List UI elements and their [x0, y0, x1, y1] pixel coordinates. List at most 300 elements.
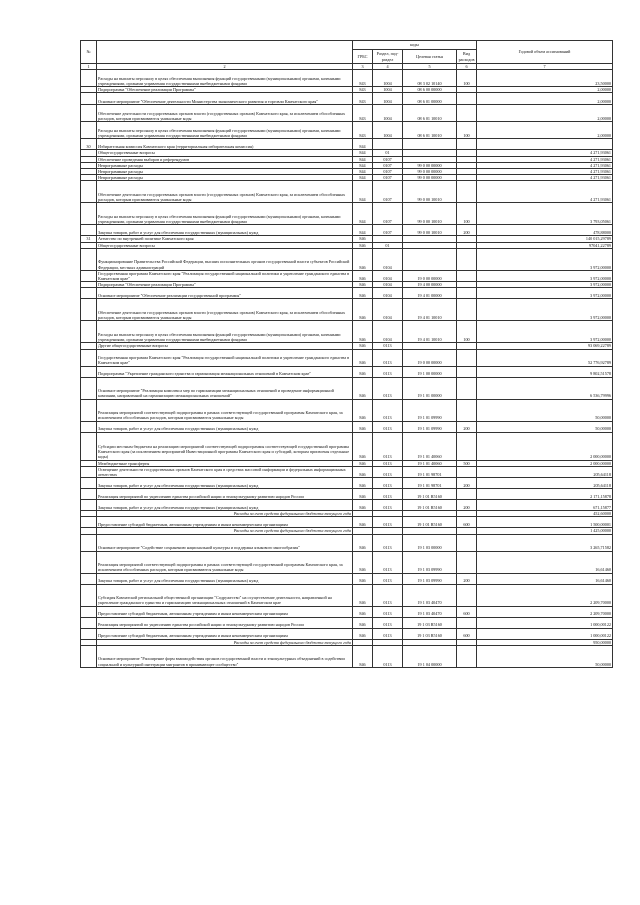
row-target-article: 19 1 03 09990 — [403, 551, 457, 573]
row-name: Избирательная комиссия Камчатского края (территориальная избирательная комиссия) — [97, 139, 353, 150]
row-number — [81, 299, 97, 321]
row-expense-type — [457, 534, 477, 551]
row-grbs: 846 — [353, 534, 373, 551]
table-row — [81, 299, 613, 321]
header-num: № — [81, 41, 97, 64]
row-name: Другие общегосударственные вопросы — [97, 343, 353, 349]
row-section: 0104 — [373, 270, 403, 281]
row-target-article: 08 6 01 10010 — [403, 105, 457, 122]
row-expense-type — [457, 432, 477, 460]
row-expense-type: 100 — [457, 321, 477, 343]
row-amount: 950,00000 — [477, 639, 613, 645]
table-row — [81, 534, 613, 551]
row-amount: 2,00000 — [477, 122, 613, 139]
header-rz: Раздел, под-раздел — [373, 50, 403, 64]
row-grbs: 846 — [353, 236, 373, 242]
row-number — [81, 288, 97, 299]
table-header — [81, 41, 613, 70]
row-grbs: 844 — [353, 181, 373, 203]
row-section: 0104 — [373, 299, 403, 321]
row-expense-type: 100 — [457, 122, 477, 139]
row-amount: 2 000,00000 — [477, 432, 613, 460]
table-row — [81, 606, 613, 617]
table-row — [81, 70, 613, 87]
row-number — [81, 70, 97, 87]
row-number — [81, 421, 97, 432]
row-name: Закупка товаров, работ и услуг для обеспечения государственных (муниципальных) нужд — [97, 573, 353, 584]
row-name: Предоставление субсидий бюджетным, автономным учреждениям и иным некоммерческим организациям — [97, 517, 353, 528]
table-row — [81, 93, 613, 105]
row-target-article: 19 1 04 00000 — [403, 645, 457, 667]
row-target-article: 19 1 03 40470 — [403, 584, 457, 606]
row-grbs: 844 — [353, 139, 373, 150]
header-vr: Вид расходов — [457, 50, 477, 64]
row-expense-type: 100 — [457, 203, 477, 225]
row-expense-type — [457, 93, 477, 105]
row-section: 0104 — [373, 321, 403, 343]
row-target-article: 19 1 03 R5160 — [403, 628, 457, 639]
row-amount: 23,50000 — [477, 70, 613, 87]
row-name: Закупка товаров, работ и услуг для обеспечения государственных (муниципальных) нужд — [97, 225, 353, 236]
header-index: 7 — [477, 64, 613, 70]
row-grbs: 846 — [353, 460, 373, 466]
row-amount: 2,00000 — [477, 93, 613, 105]
row-name: Предоставление субсидий бюджетным, автономным учреждениям и иным некоммерческим организациям — [97, 606, 353, 617]
row-target-article: 19 1 01 R5160 — [403, 517, 457, 528]
row-name: Подпрограмма "Укрепление гражданского единства и гармонизация межнациональных отношений в Камчатском крае" — [97, 366, 353, 377]
row-amount: 3 972,00000 — [477, 282, 613, 288]
row-name: Подпрограмма "Обеспечение реализации Программы" — [97, 282, 353, 288]
row-section: 0107 — [373, 169, 403, 175]
row-section: 01 — [373, 150, 403, 156]
row-expense-type — [457, 288, 477, 299]
row-target-article: 19 4 01 10010 — [403, 299, 457, 321]
row-grbs: 846 — [353, 349, 373, 366]
table-row — [81, 617, 613, 628]
row-grbs: 846 — [353, 288, 373, 299]
row-section: 0113 — [373, 377, 403, 399]
row-grbs: 846 — [353, 242, 373, 248]
row-number — [81, 645, 97, 667]
row-number — [81, 534, 97, 551]
row-number — [81, 573, 97, 584]
row-grbs: 846 — [353, 248, 373, 270]
row-target-article: 99 0 00 00000 — [403, 175, 457, 181]
row-number — [81, 321, 97, 343]
row-name: Основное мероприятие "Реализация комплекса мер по гармонизации межнациональных отношений и проведение информационной кампании, направленной на гармонизацию межнациональных отношений" — [97, 377, 353, 399]
row-expense-type — [457, 139, 477, 150]
header-grbs: ГРБС — [353, 50, 373, 64]
row-amount: 4 271,93061 — [477, 162, 613, 168]
row-section: 0113 — [373, 500, 403, 511]
row-target-article: 19 4 00 00000 — [403, 282, 457, 288]
row-section: 0113 — [373, 478, 403, 489]
table-row — [81, 248, 613, 270]
row-number: 30 — [81, 139, 97, 150]
row-amount: 4 271,93061 — [477, 156, 613, 162]
row-name: Обеспечение деятельности государственных органов власти (государственных органов) Камчатского края, за исключением обособленных расходов, которым присваиваются уникальные коды — [97, 105, 353, 122]
row-amount: 3 793,05061 — [477, 203, 613, 225]
row-amount: 140 015,29789 — [477, 236, 613, 242]
row-section: 0113 — [373, 584, 403, 606]
row-number — [81, 617, 97, 628]
row-target-article: 08 6 00 00000 — [403, 87, 457, 93]
row-amount: 3 972,00000 — [477, 321, 613, 343]
row-grbs: 846 — [353, 500, 373, 511]
row-section: 0113 — [373, 460, 403, 466]
row-grbs: 844 — [353, 203, 373, 225]
row-grbs: 846 — [353, 645, 373, 667]
row-target-article: 19 1 03 00000 — [403, 534, 457, 551]
row-target-article — [403, 248, 457, 270]
row-grbs: 846 — [353, 489, 373, 500]
row-expense-type: 600 — [457, 606, 477, 617]
row-grbs: 844 — [353, 162, 373, 168]
row-section: 0113 — [373, 366, 403, 377]
row-grbs: 846 — [353, 321, 373, 343]
row-amount: 1 425,00000 — [477, 528, 613, 534]
row-amount: 3 972,00000 — [477, 248, 613, 270]
row-section: 0113 — [373, 617, 403, 628]
row-number — [81, 584, 97, 606]
row-amount: 4 271,93061 — [477, 150, 613, 156]
table-row — [81, 288, 613, 299]
row-target-article: 19 1 01 98701 — [403, 478, 457, 489]
row-name: Расходы на выплаты персоналу в целях обеспечения выполнения функций государственными (муниципальными) органами, казенными учреждениями, органами управления государственными внебюджетными фондами — [97, 203, 353, 225]
row-name: Обеспечение деятельности государственных органов власти (государственных органов) Камчатского края, за исключением обособленных расходов, которым присваиваются уникальные коды — [97, 299, 353, 321]
row-name: Обеспечение проведения выборов и референдумов — [97, 156, 353, 162]
row-amount: 671,15877 — [477, 500, 613, 511]
row-number — [81, 93, 97, 105]
row-number — [81, 500, 97, 511]
row-grbs: 843 — [353, 105, 373, 122]
row-grbs: 846 — [353, 299, 373, 321]
row-target-article: 99 0 00 10010 — [403, 225, 457, 236]
row-amount: 50,00000 — [477, 399, 613, 421]
row-name: Субсидия Камчатской региональной общественной организации "Содружество" на осуществление деятельности, направленной на укрепление гражданского единства и гармонизацию межнациональных отношений в Камчатском крае — [97, 584, 353, 606]
row-number — [81, 377, 97, 399]
row-number — [81, 551, 97, 573]
row-expense-type — [457, 489, 477, 500]
row-number — [81, 181, 97, 203]
row-section: 0113 — [373, 466, 403, 477]
row-section: 0113 — [373, 517, 403, 528]
row-amount: 50,00000 — [477, 645, 613, 667]
row-name: Государственная программа Камчатского края "Реализация государственной национальной политики и укрепление гражданского единства в Камчатском крае" — [97, 270, 353, 281]
row-amount: 1 000,00122 — [477, 628, 613, 639]
row-grbs: 844 — [353, 175, 373, 181]
row-grbs: 846 — [353, 466, 373, 477]
row-amount: 205,64118 — [477, 478, 613, 489]
row-section: 0107 — [373, 225, 403, 236]
row-number — [81, 105, 97, 122]
header-index: 5 — [403, 64, 457, 70]
table-row — [81, 645, 613, 667]
row-section: 0113 — [373, 628, 403, 639]
row-section: 0107 — [373, 162, 403, 168]
row-section: 1004 — [373, 70, 403, 87]
row-amount: 1 000,00122 — [477, 617, 613, 628]
row-expense-type: 200 — [457, 478, 477, 489]
row-section: 1004 — [373, 122, 403, 139]
row-name: Подпрограмма "Обеспечение реализации Программы" — [97, 87, 353, 93]
row-number — [81, 606, 97, 617]
row-target-article: 19 1 01 09990 — [403, 421, 457, 432]
row-number — [81, 517, 97, 528]
table-row — [81, 500, 613, 511]
row-name: Основное мероприятие "Расширение форм взаимодействия органов государственной власти и этнокультурных объединений в содействии социальной и культурной интеграции мигрантов в принимающее сообщество" — [97, 645, 353, 667]
row-amount: 478,88000 — [477, 225, 613, 236]
table-row — [81, 122, 613, 139]
row-expense-type — [457, 349, 477, 366]
table-row — [81, 349, 613, 366]
row-target-article: 19 1 03 09990 — [403, 573, 457, 584]
row-expense-type — [457, 270, 477, 281]
row-target-article: 19 1 03 40470 — [403, 606, 457, 617]
row-expense-type — [457, 366, 477, 377]
row-grbs: 846 — [353, 343, 373, 349]
row-amount: 452,60000 — [477, 511, 613, 517]
row-amount: 6 536,79996 — [477, 377, 613, 399]
row-target-article: 08 6 01 10010 — [403, 122, 457, 139]
row-number — [81, 628, 97, 639]
row-target-article: 99 0 00 10010 — [403, 203, 457, 225]
table-row — [81, 432, 613, 460]
row-grbs: 844 — [353, 169, 373, 175]
row-target-article: 19 0 00 00000 — [403, 270, 457, 281]
table-row — [81, 466, 613, 477]
row-name: Закупка товаров, работ и услуг для обеспечения государственных (муниципальных) нужд — [97, 478, 353, 489]
row-grbs: 843 — [353, 93, 373, 105]
table-row — [81, 517, 613, 528]
row-grbs: 846 — [353, 584, 373, 606]
row-target-article: 99 0 00 00000 — [403, 162, 457, 168]
row-amount: 2,00000 — [477, 87, 613, 93]
row-number — [81, 270, 97, 281]
row-grbs: 846 — [353, 628, 373, 639]
row-name: Расходы за счет средств федерального бюджета текущего года — [97, 511, 353, 517]
row-amount: 9 802,51578 — [477, 366, 613, 377]
row-amount: 2 171,15878 — [477, 489, 613, 500]
row-amount: 3 972,00000 — [477, 270, 613, 281]
row-expense-type: 200 — [457, 225, 477, 236]
row-grbs: 844 — [353, 150, 373, 156]
row-expense-type — [457, 645, 477, 667]
row-number — [81, 366, 97, 377]
row-name: Обеспечение деятельности государственных органов власти (государственных органов) Камчатского края, за исключением обособленных расходов, которым присваиваются уникальные коды — [97, 181, 353, 203]
row-grbs: 846 — [353, 517, 373, 528]
row-name: Основное мероприятие "Обеспечение деятельности Министерства экономического развития и торговли Камчатского края" — [97, 93, 353, 105]
row-number — [81, 478, 97, 489]
row-amount: 4 271,93061 — [477, 175, 613, 181]
row-name: Предоставление субсидий бюджетным, автономным учреждениям и иным некоммерческим организациям — [97, 628, 353, 639]
header-index: 4 — [373, 64, 403, 70]
row-target-article: 19 1 01 R5160 — [403, 489, 457, 500]
table-row — [81, 225, 613, 236]
row-target-article: 19 1 03 R5160 — [403, 617, 457, 628]
row-number — [81, 203, 97, 225]
row-section: 0113 — [373, 421, 403, 432]
table-row — [81, 105, 613, 122]
row-expense-type: 200 — [457, 573, 477, 584]
table-row — [81, 377, 613, 399]
row-target-article: 19 4 01 10010 — [403, 321, 457, 343]
row-grbs: 846 — [353, 432, 373, 460]
row-expense-type: 600 — [457, 628, 477, 639]
table-row — [81, 181, 613, 203]
row-expense-type — [457, 617, 477, 628]
row-section: 0104 — [373, 282, 403, 288]
header-name — [97, 41, 353, 64]
row-grbs: 846 — [353, 421, 373, 432]
row-amount: 205,64118 — [477, 466, 613, 477]
row-target-article: 99 0 00 10010 — [403, 181, 457, 203]
row-number — [81, 349, 97, 366]
table-row — [81, 321, 613, 343]
row-name: Непрограммные расходы — [97, 169, 353, 175]
row-target-article: 19 1 01 40060 — [403, 432, 457, 460]
header-codes: коды — [353, 41, 477, 50]
row-name: Закупка товаров, работ и услуг для обеспечения государственных (муниципальных) нужд — [97, 500, 353, 511]
row-name: Реализация мероприятий соответствующей подпрограммы в рамках соответствующей государственной программы Камчатского края, за исключением обособленных расходов, которым присваиваются уникальные коды — [97, 399, 353, 421]
row-expense-type — [457, 399, 477, 421]
row-name: Непрограммные расходы — [97, 162, 353, 168]
row-target-article: 19 1 01 98701 — [403, 466, 457, 477]
row-section: 1004 — [373, 93, 403, 105]
row-expense-type — [457, 584, 477, 606]
header-index: 2 — [97, 64, 353, 70]
row-target-article: 08 3 02 10140 — [403, 70, 457, 87]
row-target-article: 19 1 01 00000 — [403, 377, 457, 399]
table-row — [81, 584, 613, 606]
header-index: 6 — [457, 64, 477, 70]
header-sum: Годовой объем ассигнований — [477, 41, 613, 64]
row-section: 0113 — [373, 399, 403, 421]
row-section: 0113 — [373, 349, 403, 366]
row-number — [81, 122, 97, 139]
row-name: Общегосударственные вопросы — [97, 242, 353, 248]
row-name: Основное мероприятие "Содействие сохранению национальной культуры и поддержка языкового многообразия" — [97, 534, 353, 551]
row-grbs: 844 — [353, 156, 373, 162]
row-target-article: 19 4 01 00000 — [403, 288, 457, 299]
row-expense-type: 500 — [457, 460, 477, 466]
row-amount: 97041,22789 — [477, 242, 613, 248]
row-name: Государственная программа Камчатского края "Реализация государственной национальной политики и укрепление гражданского единства в Камчатском крае" — [97, 349, 353, 366]
row-expense-type: 200 — [457, 500, 477, 511]
row-number — [81, 489, 97, 500]
table-row — [81, 573, 613, 584]
row-section: 0113 — [373, 551, 403, 573]
row-expense-type — [457, 181, 477, 203]
row-amount: 4 271,93061 — [477, 181, 613, 203]
row-target-article: 19 1 01 R5160 — [403, 500, 457, 511]
row-amount: 2 209,70000 — [477, 606, 613, 617]
row-amount: 16,61460 — [477, 551, 613, 573]
row-number — [81, 432, 97, 460]
row-amount: 2 000,00000 — [477, 460, 613, 466]
row-grbs: 846 — [353, 366, 373, 377]
row-section: 0107 — [373, 203, 403, 225]
row-number — [81, 225, 97, 236]
header-index: 3 — [353, 64, 373, 70]
row-name: Реализация мероприятий по укреплению единства российской нации и этнокультурному развитию народов России — [97, 617, 353, 628]
row-name: Субсидии местным бюджетам на реализацию мероприятий соответствующей подпрограммы соответствующей государственной программы Камчатского края (за исключением мероприятий Инвестиционной программы Камчатского края и субсидий, которым присвоены отдельные коды) — [97, 432, 353, 460]
row-name: Расходы за счет средств федерального бюджета текущего года — [97, 528, 353, 534]
row-amount: 93 069,22789 — [477, 343, 613, 349]
row-section: 0113 — [373, 432, 403, 460]
row-grbs: 846 — [353, 617, 373, 628]
row-target-article: 19 1 01 40060 — [403, 460, 457, 466]
row-name: Расходы на выплаты персоналу в целях обеспечения выполнения функций государственными (муниципальными) органами, казенными учреждениями, органами управления государственными внебюджетными фондами — [97, 122, 353, 139]
row-name: Общегосударственные вопросы — [97, 150, 353, 156]
row-amount: 2 209,70000 — [477, 584, 613, 606]
row-expense-type — [457, 377, 477, 399]
row-name: Расходы на выплаты персоналу в целях обеспечения выполнения функций государственными (муниципальными) органами, казенными учреждениями, органами управления государственными внебюджетными фондами — [97, 70, 353, 87]
row-amount: 4 271,93061 — [477, 169, 613, 175]
row-section: 0113 — [373, 645, 403, 667]
row-number — [81, 466, 97, 477]
row-amount: 3 265,71582 — [477, 534, 613, 551]
row-section: 0107 — [373, 156, 403, 162]
row-section: 0107 — [373, 175, 403, 181]
row-grbs: 846 — [353, 573, 373, 584]
table-row — [81, 489, 613, 500]
row-grbs: 846 — [353, 377, 373, 399]
row-section: 1004 — [373, 105, 403, 122]
row-expense-type — [457, 248, 477, 270]
row-number — [81, 248, 97, 270]
budget-table — [80, 40, 613, 668]
row-section: 0113 — [373, 606, 403, 617]
row-name: Закупка товаров, работ и услуг для обеспечения государственных (муниципальных) нужд — [97, 421, 353, 432]
row-number — [81, 399, 97, 421]
row-expense-type: 100 — [457, 70, 477, 87]
row-name: Освещение деятельности государственных органов Камчатского края в средствах массовой информации и федеральных информационных агентствах — [97, 466, 353, 477]
table-row — [81, 628, 613, 639]
row-name: Непрограммные расходы — [97, 175, 353, 181]
row-target-article: 19 1 00 00000 — [403, 366, 457, 377]
row-section: 0104 — [373, 248, 403, 270]
row-grbs: 843 — [353, 87, 373, 93]
row-expense-type — [457, 466, 477, 477]
row-section: 1004 — [373, 87, 403, 93]
row-section: 0113 — [373, 489, 403, 500]
row-grbs: 846 — [353, 551, 373, 573]
table-row — [81, 270, 613, 281]
row-name: Расходы на выплаты персоналу в целях обеспечения выполнения функций государственными (муниципальными) органами, казенными учреждениями, органами управления государственными внебюджетными фондами — [97, 321, 353, 343]
row-grbs: 846 — [353, 478, 373, 489]
row-target-article: 19 0 00 00000 — [403, 349, 457, 366]
row-section: 0113 — [373, 343, 403, 349]
row-grbs: 843 — [353, 122, 373, 139]
row-expense-type — [457, 299, 477, 321]
row-name: Агентство по внутренней политике Камчатского края — [97, 236, 353, 242]
row-amount — [477, 139, 613, 150]
row-grbs: 844 — [353, 225, 373, 236]
row-name: Межбюджетные трансферты — [97, 460, 353, 466]
row-expense-type — [457, 551, 477, 573]
row-number: 31 — [81, 236, 97, 242]
table-row — [81, 366, 613, 377]
row-expense-type: 200 — [457, 421, 477, 432]
row-amount: 50,00000 — [477, 421, 613, 432]
table-row — [81, 139, 613, 150]
table-row — [81, 421, 613, 432]
row-grbs: 846 — [353, 270, 373, 281]
row-amount: 3 972,00000 — [477, 288, 613, 299]
row-grbs: 846 — [353, 606, 373, 617]
row-amount: 52 776,92789 — [477, 349, 613, 366]
